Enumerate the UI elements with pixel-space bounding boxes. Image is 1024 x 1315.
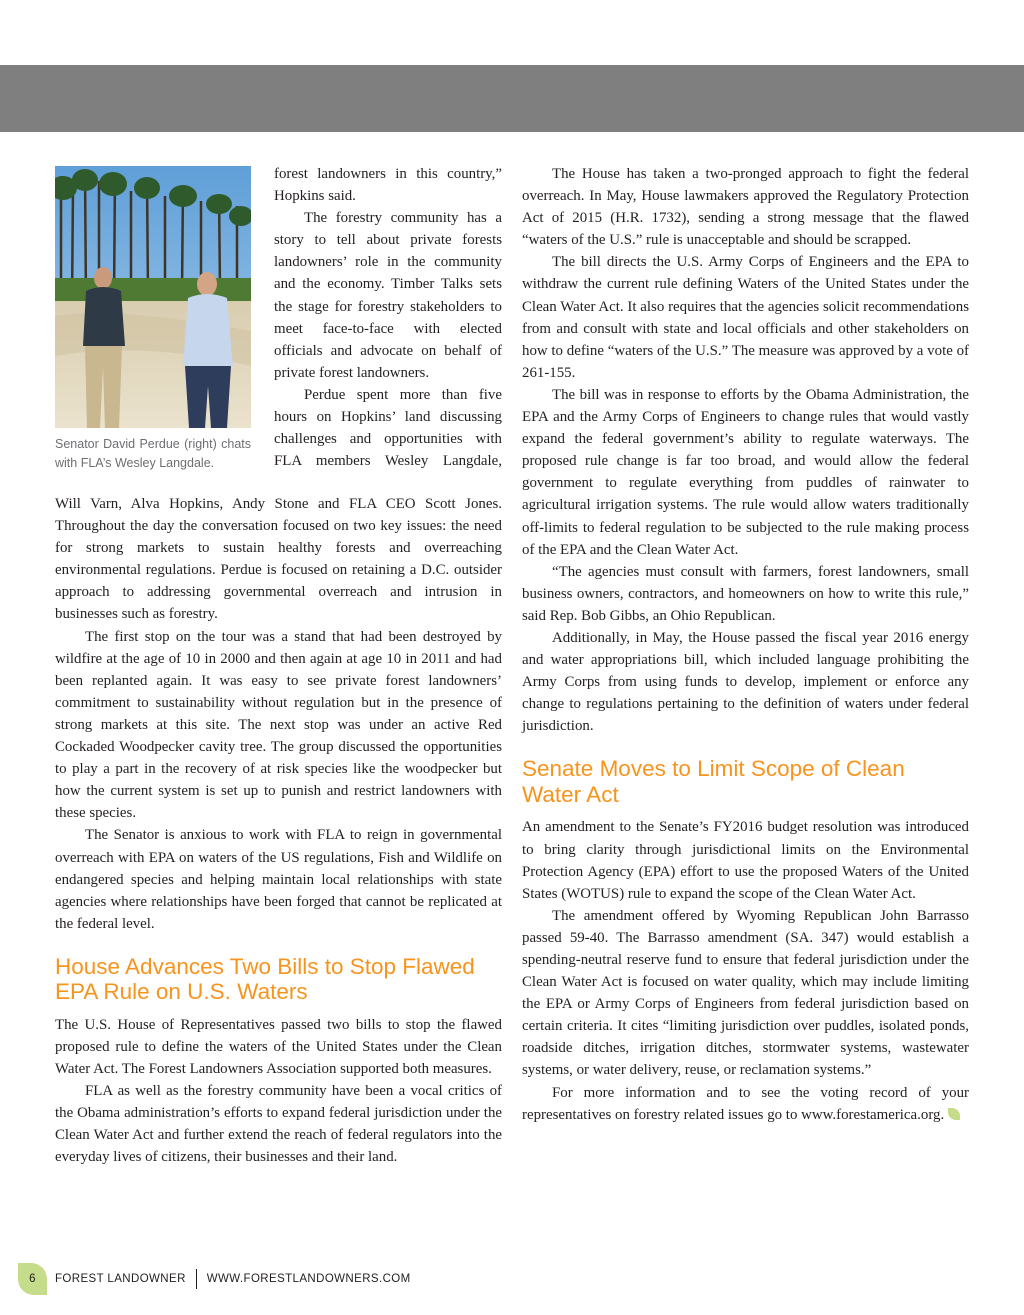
paragraph: The forestry community has a story to tell about private forests landowners’ role in the community and the economy. Timber Talks sets the stage for forestry stakeholders to meet face-to-face with elected officials and advocate on behalf of private forest landowners.	[274, 210, 502, 381]
section-heading-house: House Advances Two Bills to Stop Flawed EPA Rule on U.S. Waters	[55, 953, 475, 1005]
photo-caption: Senator David Perdue (right) chats with FLA’s Wesley Langdale.	[55, 437, 251, 470]
paragraph: The first stop on the tour was a stand that had been destroyed by wildfire at the age of 10 in 2000 and then again at age 10 in 2011 and had been replanted again. It was easy to see private forest landowners’ commitment to sustainability without regulation but in the presence of strong markets at this site. The next stop was under an active Red Cockaded Woodpecker cavity tree. The group discussed the opportunities to play a part in the recovery of at risk species like the woodpecker but how the current system is set up to punish and restrict landowners with these species.	[55, 628, 502, 822]
photo-senator-perdue	[55, 166, 251, 428]
paragraph: Perdue spent more than five hours on Hopkins’ land discussing challenges and opportunities with FLA members Wesley Langdale,	[274, 386, 502, 470]
paragraph: Additionally, in May, the House passed the fiscal year 2016 energy and water appropriations bill, which included language prohibiting the Army Corps from using funds to develop, implement or enforce any change to regulations pertaining to the definition of waters under federal jurisdiction.	[522, 629, 969, 735]
paragraph: “The agencies must consult with farmers, forest landowners, small business owners, contractors, and homeowners on how to write this rule,” said Rep. Bob Gibbs, an Ohio Republican.	[522, 563, 969, 624]
paragraph-final	[522, 1082, 969, 1126]
paragraph-text: For more information and to see the voting record of your representatives on forestry related issues go to www.forestamerica.org.	[522, 1084, 969, 1123]
paragraph: FLA as well as the forestry community have been a vocal critics of the Obama administration’s efforts to expand federal jurisdiction under the Clean Water Act and further extend the reach of federal regulators into the everyday lives of citizens, their businesses and their land.	[55, 1083, 502, 1166]
paragraph: The U.S. House of Representatives passed two bills to stop the flawed proposed rule to define the waters of the United States under the Clean Water Act. The Forest Landowners Association supported both measures.	[55, 1016, 502, 1078]
photo-image	[55, 166, 251, 428]
page-number: 6	[18, 1263, 47, 1295]
paragraph: The bill directs the U.S. Army Corps of Engineers and the EPA to withdraw the current rule defining Waters of the United States under the Clean Water Act. It also requires that the agencies solicit recommendations from and consult with state and local officials and other stakeholders on how to define “waters of the U.S.” The measure was approved by a vote of 261-155.	[522, 254, 969, 381]
paragraph: The amendment offered by Wyoming Republican John Barrasso passed 59-40. The Barrasso amendment (SA. 347) would establish a spending-neutral reserve fund to ensure that federal jurisdiction under the Clean Water Act is focused on water quality, which may include limiting the EPA or Army Corps of Engineers from federal jurisdiction based on certain criteria. It cites “limiting jurisdiction over puddles, isolated ponds, roadside ditches, irrigation ditches, stormwater systems, wastewater systems, or water delivery, reuse, or reclamation systems.”	[522, 907, 969, 1079]
section-heading-senate: Senate Moves to Limit Scope of Clean Water Act	[522, 756, 905, 807]
paragraph: forest landowners in this country,” Hopkins said.	[274, 166, 502, 205]
paragraph: The House has taken a two-pronged approach to fight the federal overreach. In May, House lawmakers approved the Regulatory Protection Act of 2015 (H.R. 1732), sending a strong message that the flawed “waters of the U.S.” rule is unacceptable and should be scrapped.	[522, 166, 969, 249]
paragraph: The Senator is anxious to work with FLA to reign in governmental overreach with EPA on waters of the US regulations, Fish and Wildlife on endangered species and helping maintain local relationships with state agencies where relationships have been forged that cannot be replicated at the federal level.	[55, 827, 502, 932]
page-footer	[18, 1263, 411, 1295]
left-wrap-column	[274, 163, 502, 472]
left-column	[55, 493, 502, 1169]
paragraph: An amendment to the Senate’s FY2016 budget resolution was introduced to bring clarity through jurisdictional limits on the Environmental Protection Agency (EPA) effort to use the proposed Waters of the United States (WOTUS) rule to expand the scope of the Clean Water Act.	[522, 819, 969, 902]
header-banner	[0, 65, 1024, 132]
paragraph: The bill was in response to efforts by the Obama Administration, the EPA and the Army Corps of Engineers to change rules that would vastly expand the federal government’s ability to regulate waterways. The proposed rule change is far too broad, and would allow the federal government to regulate everything from puddles of rainwater to agricultural irrigation systems. The rule would allow waters traditionally off-limits to federal regulation to be subjected to the rule making process of the EPA and the Clean Water Act.	[522, 386, 969, 558]
leaf-end-icon	[948, 1108, 960, 1120]
right-column	[522, 163, 969, 1126]
footer-divider	[196, 1269, 197, 1289]
website-link[interactable]: WWW.FORESTLANDOWNERS.COM	[206, 1273, 411, 1285]
magazine-name: FOREST LANDOWNER	[55, 1273, 186, 1285]
paragraph: Will Varn, Alva Hopkins, Andy Stone and FLA CEO Scott Jones. Throughout the day the conversation focused on two key issues: the need for strong markets to sustain healthy forests and overreaching environmental regulations. Perdue is focused on retaining a D.C. outsider approach to addressing governmental overreach and intrusion in businesses such as forestry.	[55, 496, 502, 623]
